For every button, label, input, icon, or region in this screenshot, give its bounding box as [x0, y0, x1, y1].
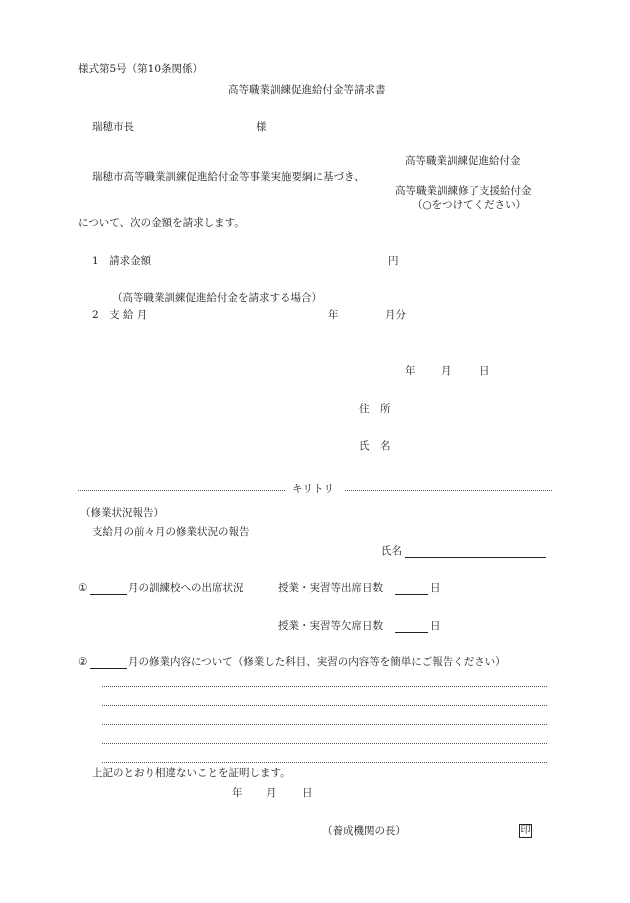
attend-unit: 日	[430, 582, 441, 594]
absent-days-field[interactable]	[395, 632, 428, 633]
item1-marker: ①	[78, 582, 88, 594]
item1-text: 月の訓練校への出席状況	[128, 582, 244, 594]
form-title: 高等職業訓練促進給付金等請求書	[228, 84, 386, 96]
absent-label: 授業・実習等欠席日数	[278, 620, 383, 632]
addressee-honorific: 様	[256, 121, 267, 133]
report-name-label: 氏名	[381, 545, 402, 557]
item2-text: 月の修業内容について（修業した科目、実習の内容等を簡単にご報告ください）	[128, 656, 506, 668]
basis-text: 瑞穂市高等職業訓練促進給付金等事業実施要綱に基づき、	[92, 171, 365, 183]
cutline-label: キリトリ	[292, 483, 334, 495]
cert-year: 年	[232, 787, 243, 799]
attend-days-field[interactable]	[395, 594, 428, 595]
content-line-3[interactable]	[102, 724, 547, 725]
content-line-4[interactable]	[102, 743, 547, 744]
cert-day: 日	[302, 787, 313, 799]
attend-label: 授業・実習等出席日数	[278, 582, 383, 594]
date-year: 年	[405, 365, 416, 377]
month-unit: 月分	[385, 309, 406, 321]
item1-month-field[interactable]	[90, 594, 127, 595]
month-year-unit: 年	[328, 309, 339, 321]
content-line-5[interactable]	[102, 762, 547, 763]
month-note: （高等職業訓練促進給付金を請求する場合）	[112, 292, 322, 304]
absent-unit: 日	[430, 620, 441, 632]
option-completion-benefit[interactable]: 高等職業訓練修了支援給付金	[395, 185, 532, 197]
date-month: 月	[441, 365, 452, 377]
report-heading: （修業状況報告）	[80, 507, 164, 519]
item2-month-field[interactable]	[90, 668, 127, 669]
seal-mark: 印	[520, 825, 531, 836]
report-name-field[interactable]	[405, 557, 546, 558]
institution-label: （養成機関の長）	[322, 825, 406, 837]
cert-month: 月	[266, 787, 277, 799]
address-label: 住 所	[359, 403, 391, 415]
report-subheading: 支給月の前々月の修業状況の報告	[92, 526, 250, 538]
name-label: 氏 名	[359, 440, 391, 452]
content-line-1[interactable]	[102, 686, 547, 687]
cutline-right	[345, 490, 552, 491]
cutline-left	[78, 490, 285, 491]
month-label: 2 支 給 月	[92, 309, 148, 321]
item2-marker: ②	[78, 656, 88, 668]
content-line-2[interactable]	[102, 705, 547, 706]
circle-instruction: （○をつけてください）	[412, 199, 527, 211]
request-text: について、次の金額を請求します。	[78, 217, 245, 229]
option-promotion-benefit[interactable]: 高等職業訓練促進給付金	[405, 155, 521, 167]
amount-unit: 円	[388, 255, 399, 267]
addressee-name: 瑞穂市長	[92, 121, 134, 133]
certify-text: 上記のとおり相違ないことを証明します。	[92, 767, 291, 779]
form-number: 様式第5号（第10条関係）	[78, 63, 204, 75]
amount-label: 1 請求金額	[92, 255, 152, 267]
date-day: 日	[479, 365, 490, 377]
